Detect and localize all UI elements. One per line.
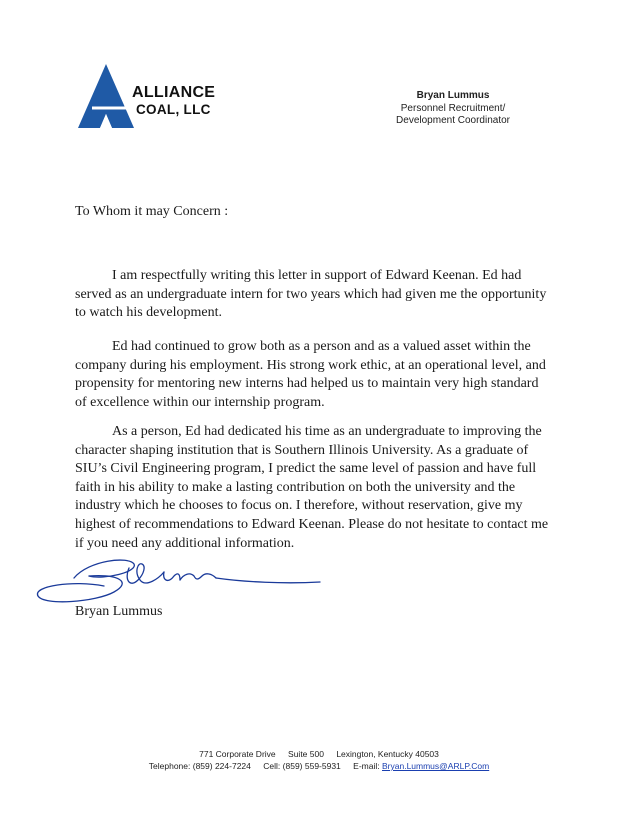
footer-telephone-label: Telephone: [148, 761, 191, 771]
logo-name-line2: COAL, LLC [136, 102, 211, 117]
footer-email-label: E-mail: [353, 761, 380, 771]
sender-name: Bryan Lummus [416, 90, 490, 101]
footer-cell-label: Cell: [263, 761, 281, 771]
salutation: To Whom it may Concern : [75, 204, 229, 219]
letterhead-footer [0, 748, 638, 772]
letter-paragraph-2: Ed had continued to grow both as a person and as a valued asset within the company during his employment. His strong work ethic, at an operational level, and propensity for mentoring new interns had helped us to maintain very high standard of excellence within our internship program. [75, 339, 546, 410]
letter-paragraph-1: I am respectfully writing this letter in support of Edward Keenan. Ed had served as an undergraduate intern for two years which had given me the opportunity to watch his development. [75, 268, 547, 321]
footer-telephone: (859) 224-7224 [192, 761, 251, 771]
sender-title-line1: Personnel Recruitment/ [400, 102, 506, 114]
footer-suite: Suite 500 [288, 749, 324, 759]
letter-paragraph-3: As a person, Ed had dedicated his time as an undergraduate to improving the character shaping institution that is Southern Illinois University. As a graduate of SIU’s Civil Engineering program, I predict the same level of passion and have full faith in his ability to make a lasting contribution on both the university and the industry which he chooses to focus on. I therefore, without reservation, give my highest of recommendations to Edward Keenan. Please do not hesitate to contact me if you need any additional information. [75, 424, 549, 551]
company-logo [78, 64, 238, 132]
footer-contact-line [0, 760, 638, 772]
footer-address-line [0, 748, 638, 760]
logo-name-line1: ALLIANCE [132, 84, 216, 101]
footer-street: 771 Corporate Drive [199, 749, 276, 759]
signature-name: Bryan Lummus [75, 604, 163, 619]
footer-email-link[interactable]: Bryan.Lummus@ARLP.Com [382, 761, 490, 771]
sender-title-line2: Development Coordinator [396, 115, 510, 126]
footer-cell: (859) 559-5931 [282, 761, 341, 771]
handwritten-signature [34, 550, 334, 610]
logo-triangle-icon [78, 64, 134, 130]
sender-block [396, 90, 510, 128]
footer-city: Lexington, Kentucky 40503 [336, 749, 439, 759]
